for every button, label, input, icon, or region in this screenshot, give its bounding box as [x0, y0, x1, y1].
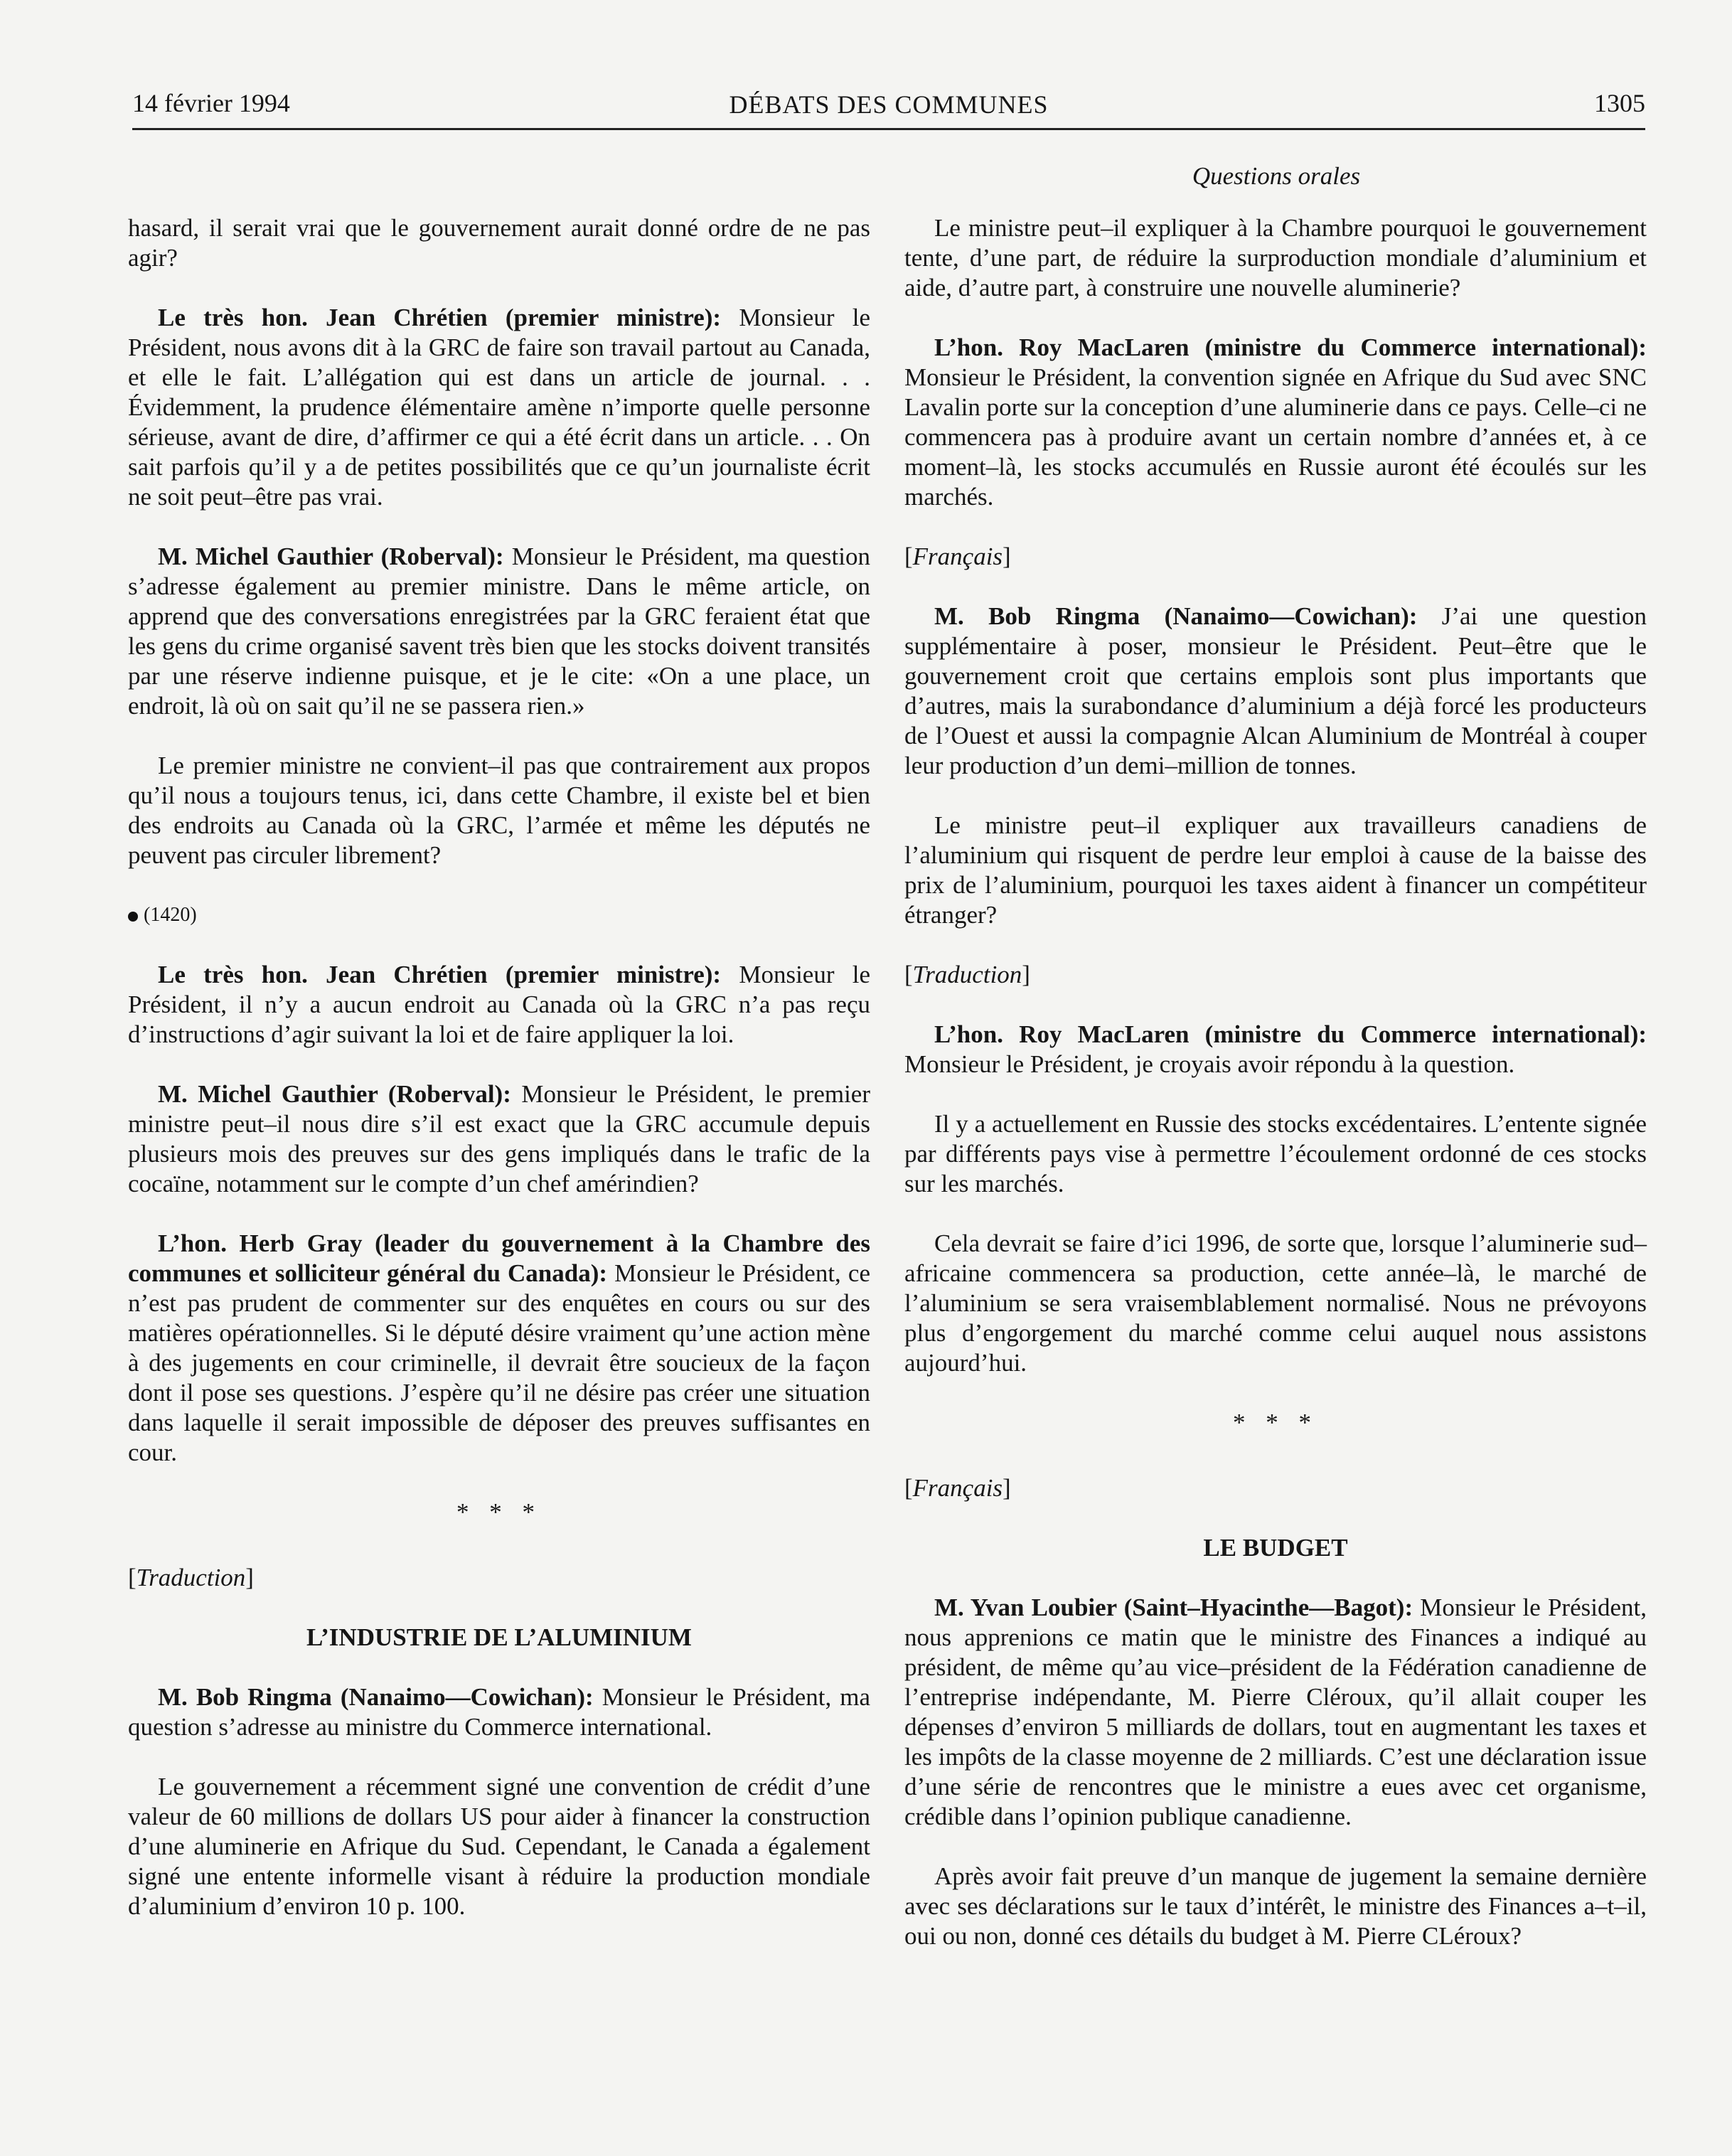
paragraph [904, 1020, 1647, 1079]
paragraph [128, 1229, 870, 1468]
language-tag-text: Traduction [136, 1564, 246, 1591]
speaker-name: Le très hon. Jean Chrétien (premier ministre): [158, 961, 722, 988]
header-title: DÉBATS DES COMMUNES [729, 90, 1049, 119]
left-column [128, 213, 870, 1951]
paragraph [904, 1593, 1647, 1832]
paragraph: hasard, il serait vrai que le gouvernement aurait donné ordre de ne pas agir? [128, 214, 870, 272]
language-tag: [Traduction] [904, 961, 1030, 988]
language-tag-text: Français [912, 1474, 1003, 1502]
page-header [132, 84, 1645, 130]
paragraph: Le ministre peut–il expliquer à la Chambre pourquoi le gouvernement tente, d’une part, de réduire la surproduction mondiale d’aluminium et aide, d’autre part, à construire une nouvelle aluminerie? [904, 214, 1647, 301]
speech-text: Monsieur le Président, je croyais avoir répondu à la question. [904, 1050, 1515, 1078]
speech-text: Monsieur le Président, nous apprenions ce matin que le ministre des Finances a indiqué au président, de même qu’au vice–président de la Fédération canadienne de l’entreprise indépendante, M. Pierre Cléroux, qu’il allait couper les dépenses d’environ 5 milliards de dollars, tout en augmentant les taxes et les impôts de la classe moyenne de 2 milliards. C’est une déclaration issue d’une série de rencontres que le ministre a eues avec cet organisme, crédible dans l’opinion publique canadienne. [904, 1594, 1647, 1830]
speaker-name: M. Bob Ringma (Nanaimo—Cowichan): [158, 1683, 594, 1711]
language-tag: [Français] [904, 1474, 1011, 1502]
section-heading: LE BUDGET [1203, 1534, 1348, 1562]
section-label: Questions orales [1192, 162, 1361, 190]
language-tag-text: Français [912, 543, 1003, 570]
speech-text: Monsieur le Président, ce n’est pas prudent de commenter sur des enquêtes en cours ou sur des matières opérationnelles. Si le député désire vraiment qu’une action mène à des jugements en cour criminelle, il devrait être soucieux de la façon dont il pose ses questions. J’espère qu’il ne désire pas créer une situation dans laquelle il serait impossible de déposer des preuves suffisantes en cour. [128, 1259, 870, 1466]
time-marker [128, 900, 870, 930]
paragraph [128, 1079, 870, 1199]
speaker-name: M. Michel Gauthier (Roberval): [158, 1080, 511, 1108]
language-tag: [Traduction] [128, 1564, 254, 1591]
time-text: (1420) [144, 904, 197, 926]
speaker-name: Le très hon. Jean Chrétien (premier ministre): [158, 304, 722, 331]
paragraph: Il y a actuellement en Russie des stocks excédentaires. L’entente signée par différents pays vise à permettre l’écoulement ordonné de ces stocks sur les marchés. [904, 1110, 1647, 1197]
speech-text: Monsieur le Président, la convention signée en Afrique du Sud avec SNC Lavalin porte sur la conception d’une aluminerie dans ce pays. Celle–ci ne commencera pas à produire avant un certain nombre d’années et, à ce moment–là, les stocks accumulés en Russie auront été écoulés sur les marchés. [904, 363, 1647, 511]
speech-text: Monsieur le Président, il n’y a aucun endroit au Canada où la GRC n’a pas reçu d’instructions d’agir suivant la loi et de faire appliquer la loi. [128, 961, 870, 1048]
paragraph [128, 542, 870, 721]
speech-text: Monsieur le Président, le premier ministre peut–il nous dire s’il est exact que la GRC accumule depuis plusieurs mois des preuves sur des gens impliqués dans le trafic de la cocaïne, notamment sur le compte d’un chef amérindien? [128, 1080, 870, 1197]
speaker-name: L’hon. Herb Gray (leader du gouvernement à la Chambre des communes et solliciteur général du Canada): [128, 1229, 870, 1287]
speaker-name: M. Yvan Loubier (Saint–Hyacinthe—Bagot): [934, 1594, 1413, 1621]
language-tag: [Français] [904, 543, 1011, 570]
paragraph: Le premier ministre ne convient–il pas que contrairement aux propos qu’il nous a toujours tenus, ici, dans cette Chambre, il existe bel et bien des endroits au Canada où la GRC, l’armée et même les députés ne peuvent pas circuler librement? [128, 752, 870, 869]
bullet-icon [128, 912, 138, 922]
paragraph [128, 303, 870, 512]
section-separator: * * * [456, 1498, 542, 1526]
paragraph [128, 960, 870, 1050]
speaker-name: M. Bob Ringma (Nanaimo—Cowichan): [934, 602, 1418, 630]
speech-text: Monsieur le Président, ma question s’adresse au ministre du Commerce international. [128, 1683, 871, 1741]
paragraph [904, 333, 1647, 512]
paragraph [128, 1682, 870, 1742]
header-date: 14 février 1994 [132, 89, 290, 117]
paragraph: Cela devrait se faire d’ici 1996, de sorte que, lorsque l’aluminerie sud–africaine commencera sa production, cette année–là, le marché de l’aluminium se sera vraisemblablement normalisé. Nous ne prévoyons plus d’engorgement du marché comme celui auquel nous assistons aujourd’hui. [904, 1229, 1647, 1377]
speaker-name: M. Michel Gauthier (Roberval): [158, 543, 504, 570]
paragraph: Le gouvernement a récemment signé une convention de crédit d’une valeur de 60 millions de dollars US pour aider à financer la construction d’une aluminerie en Afrique du Sud. Cependant, le Canada a également signé une entente informelle visant à réduire la production mondiale d’aluminium d’environ 10 p. 100. [128, 1773, 870, 1920]
language-tag-text: Traduction [912, 961, 1022, 988]
speech-text: Monsieur le Président, nous avons dit à la GRC de faire son travail partout au Canada, et elle le fait. L’allégation qui est dans un article de journal. . . Évidemment, la prudence élémentaire amène n’importe quelle personne sérieuse, avant de dire, d’affirmer ce qui a été écrit dans un article. . . On sait parfois qu’il y a de petites possibilités que ce qu’un journaliste écrit ne soit peut–être pas vrai. [128, 304, 870, 511]
section-separator: * * * [1233, 1409, 1318, 1436]
paragraph: Le ministre peut–il expliquer aux travailleurs canadiens de l’aluminium qui risquent de perdre leur emploi à cause de la baisse des prix de l’aluminium, pourquoi les taxes aident à financer un compétiteur étranger? [904, 811, 1647, 929]
speech-text: Monsieur le Président, ma question s’adresse également au premier ministre. Dans le même article, on apprend que des conversations enregistrées par la GRC feraient état que les gens du crime organisé savent très bien que les stocks doivent transités par une réserve indienne puisque, et je le cite: «On a une place, un endroit, là où on sait qu’il ne se passera rien.» [128, 543, 870, 720]
paragraph: Après avoir fait preuve d’un manque de jugement la semaine dernière avec ses déclarations sur le taux d’intérêt, le ministre des Finances a–t–il, oui ou non, donné ces détails du budget à M. Pierre CLéroux? [904, 1862, 1647, 1950]
speaker-name: L’hon. Roy MacLaren (ministre du Commerce international): [934, 1020, 1647, 1048]
paragraph [904, 602, 1647, 781]
section-heading: L’INDUSTRIE DE L’ALUMINIUM [306, 1623, 692, 1651]
speaker-name: L’hon. Roy MacLaren (ministre du Commerce international): [934, 333, 1647, 361]
page-number: 1305 [1594, 89, 1645, 117]
right-column [904, 213, 1647, 1981]
speech-text: J’ai une question supplémentaire à poser, monsieur le Président. Peut–être que le gouvernement croit que certains emplois sont plus importants que d’autres, mais la surabondance d’aluminium a déjà forcé les producteurs de l’Ouest et aussi la compagnie Alcan Aluminium de Montréal à couper leur production d’un demi–million de tonnes. [904, 602, 1647, 779]
